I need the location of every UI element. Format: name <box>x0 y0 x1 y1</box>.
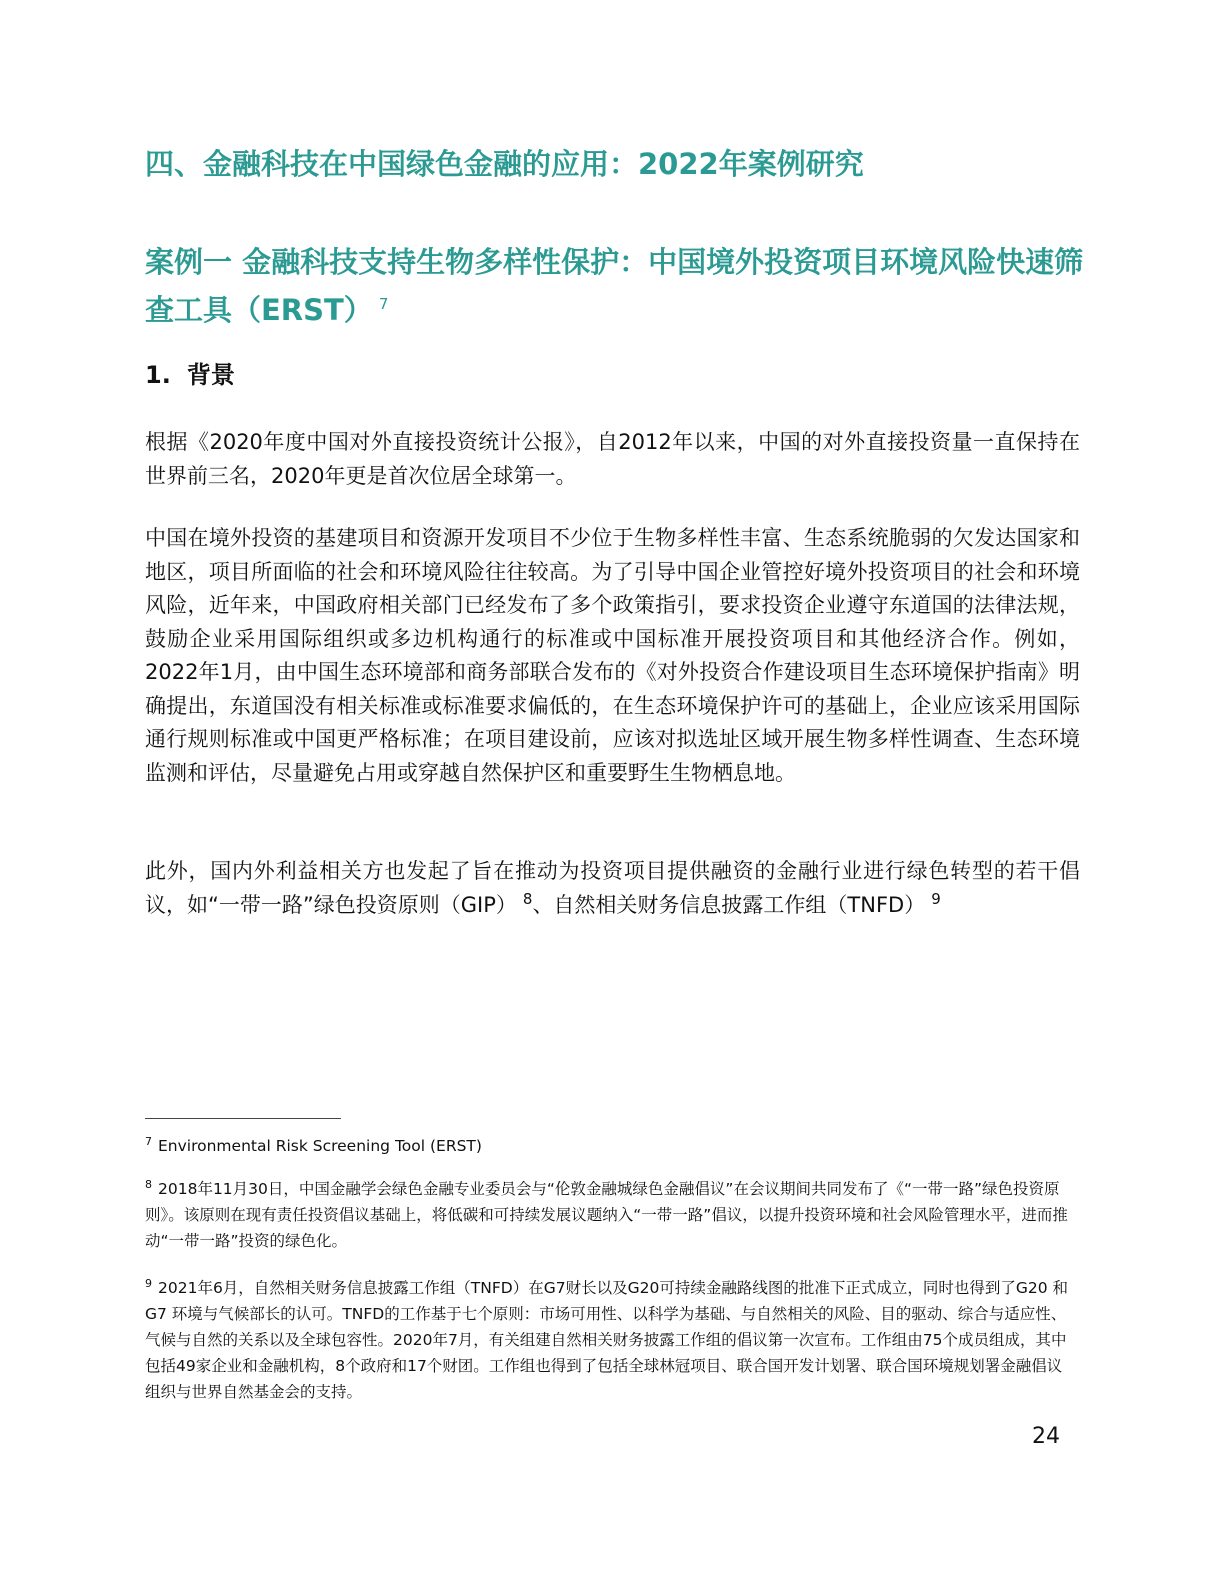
subsection-heading <box>145 357 745 393</box>
footnote-ref-9[interactable]: 9 <box>931 889 941 908</box>
footnote-text: 2021年6月，自然相关财务信息披露工作组（TNFD）在G7财长以及G20可持续金融路线图的批准下正式成立，同时也得到了G20 和 G7 环境与气候部长的认可。TNFD的工作基于七个原则：市场可用性、以科学为基础、与自然相关的风险、目的驱动、综合与适应性、气候与自然的关系以及全球包容性。2020年7月，有关组建自然相关财务披露工作组的倡议第一次宣布。工作组由75个成员组成，其中包括49家企业和金融机构，8个政府和17个财团。工作组也得到了包括全球林冠项目、联合国开发计划署、联合国环境规划署金融倡议组织与世界自然基金会的支持。 <box>145 1279 1068 1401</box>
paragraph-2: 中国在境外投资的基建项目和资源开发项目不少位于生物多样性丰富、生态系统脆弱的欠发达国家和地区，项目所面临的社会和环境风险往往较高。为了引导中国企业管控好境外投资项目的社会和环境风险，近年来，中国政府相关部门已经发布了多个政策指引，要求投资企业遵守东道国的法律法规，鼓励企业采用国际组织或多边机构通行的标准或中国标准开展投资项目和其他经济合作。例如，2022年1月，由中国生态环境部和商务部联合发布的《对外投资合作建设项目生态环境保护指南》明确提出，东道国没有相关标准或标准要求偏低的，在生态环境保护许可的基础上，企业应该采用国际通行规则标准或中国更严格标准；在项目建设前，应该对拟选址区域开展生物多样性调查、生态环境监测和评估，尽量避免占用或穿越自然保护区和重要野生生物栖息地。 <box>145 526 1080 785</box>
case-title <box>145 238 1085 334</box>
subsection-title: 背景 <box>186 361 235 389</box>
paragraph-3-part-1: 此外，国内外利益相关方也发起了旨在推动为投资项目提供融资的金融行业进行绿色转型的若干倡议，如“一带一路”绿色投资原则（GIP） <box>145 859 1080 917</box>
page-number: 24 <box>1032 1424 1060 1449</box>
footnote-ref-8[interactable]: 8 <box>522 889 533 908</box>
case-title-text: 案例一 金融科技支持生物多样性保护：中国境外投资项目环境风险快速筛查工具（ERST） <box>145 245 1084 327</box>
footnote-8 <box>145 1176 1070 1254</box>
footnote-divider <box>145 1118 341 1119</box>
paragraph-3-part-2: 、自然相关财务信息披露工作组（TNFD） <box>532 892 926 917</box>
footnote-text: 2018年11月30日，中国金融学会绿色金融专业委员会与“伦敦金融城绿色金融倡议”在会议期间共同发布了《“一带一路”绿色投资原则》。该原则在现有责任投资倡议基础上，将低碳和可持续发展议题纳入“一带一路”倡议，以提升投资环境和社会风险管理水平，进而推动“一带一路”投资的绿色化。 <box>145 1180 1068 1250</box>
footnote-9 <box>145 1275 1070 1405</box>
footnote-7 <box>145 1133 1070 1159</box>
footnote-text: Environmental Risk Screening Tool (ERST) <box>158 1137 482 1155</box>
subsection-number: 1. <box>145 361 171 389</box>
footnote-number: 9 <box>145 1276 152 1290</box>
footnote-number: 7 <box>145 1134 152 1148</box>
paragraph-3 <box>145 855 1080 922</box>
footnote-number: 8 <box>145 1177 152 1191</box>
paragraph-1: 根据《2020年度中国对外直接投资统计公报》，自2012年以来，中国的对外直接投资量一直保持在世界前三名，2020年更是首次位居全球第一。 <box>145 430 1080 488</box>
section-title: 四、金融科技在中国绿色金融的应用：2022年案例研究 <box>145 147 864 181</box>
footnote-ref-7[interactable]: 7 <box>378 295 389 314</box>
